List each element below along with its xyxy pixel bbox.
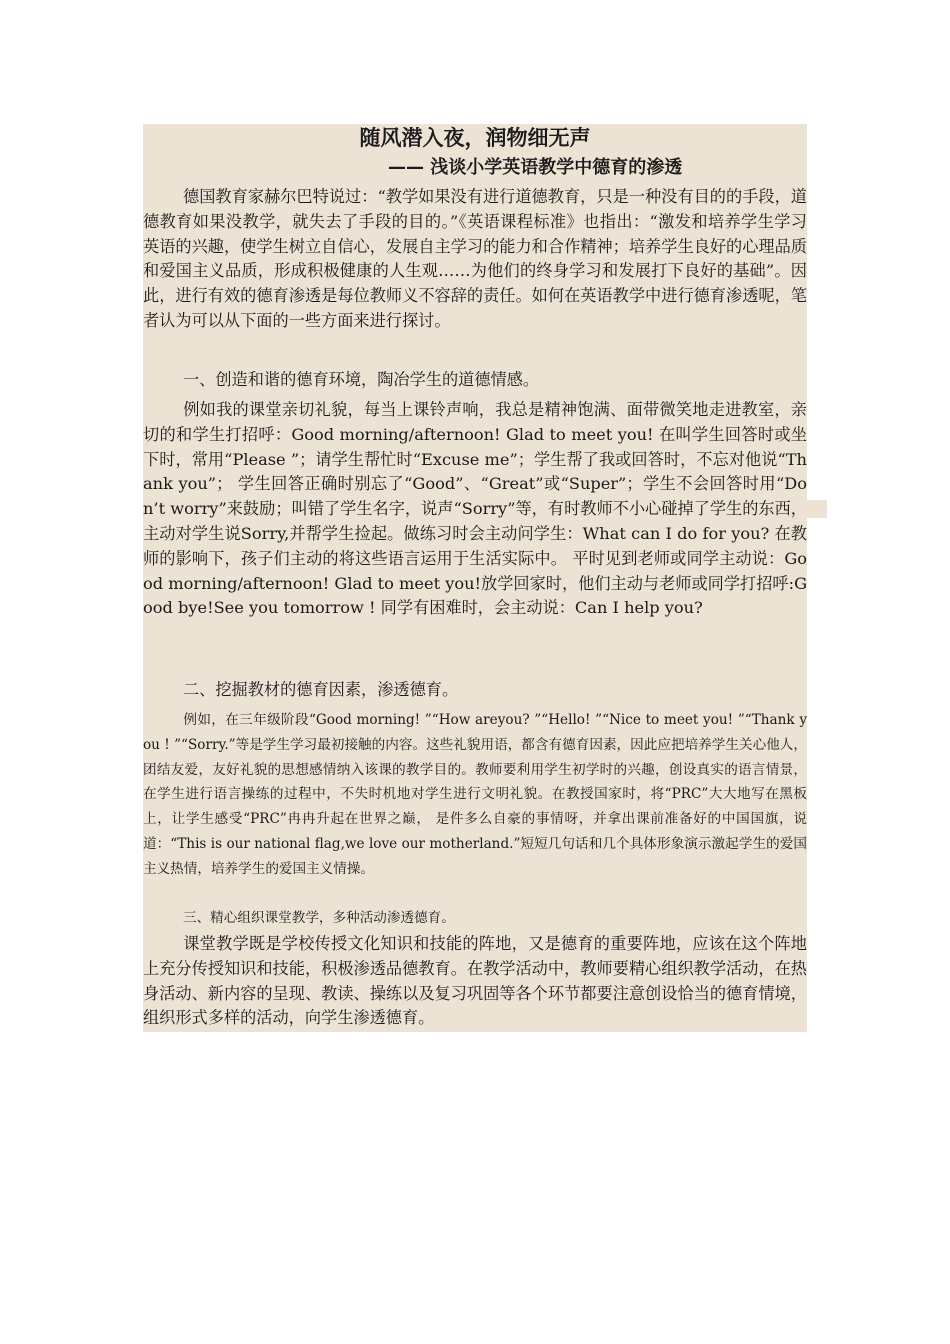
section3-heading: 三、精心组织课堂教学，多种活动渗透德育。	[183, 910, 455, 926]
highlight-overflow	[807, 500, 827, 518]
section2-text: 例如，在三年级阶段“Good morning! ”“How areyou? ”“Hello! ”“Nice to meet you! ”“Thank you ! ”“Sorry.”等是学生学习最初接触的内容。这些礼貌用语，都含有德育因素，因此应把培养学生关心他人，团结友爱，友好礼貌的思想感情纳入该课的教学目的。教师要利用学生初学时的兴趣，创设真实的语言情景，在学生进行语言操练的过程中，不失时机地对学生进行文明礼貌。在教授国家时，将“PRC”大大地写在黑板上，让学生感受“PRC”冉冉升起在世界之巅， 是件多么自豪的事情呀，并拿出课前准备好的中国国旗，说道：“This is our national flag,we love our motherland.”短短几句话和几个具体形象演示激起学生的爱国主义热情，培养学生的爱国主义情操。	[143, 712, 807, 877]
section1-text: 例如我的课堂亲切礼貌，每当上课铃声响，我总是精神饱满、面带微笑地走进教室，亲切的和学生打招呼：Good morning/afternoon! Glad to meet you! 在叫学生回答时或坐下时，常用“Please ”；请学生帮忙时“Excuse me”；学生帮了我或回答时，不忘对他说“Thank you”； 学生回答正确时别忘了“Good”、“Great”或“Super”；学生不会回答时用“Don’t worry”来鼓励；叫错了学生名字，说声“Sorry”等，有时教师不小心碰掉了学生的东西，主动对学生说Sorry,并帮学生捡起。做练习时会主动问学生：What can I do for you? 在教师的影响下，孩子们主动的将这些语言运用于生活实际中。 平时见到老师或同学主动说：Good morning/afternoon! Glad to meet you!放学回家时，他们主动与老师或同学打招呼:Good bye!See you tomorrow ! 同学有困难时，会主动说：Can I help you?	[143, 400, 807, 618]
section1-heading: 一、创造和谐的德育环境，陶冶学生的道德情感。	[183, 370, 540, 389]
section2-heading: 二、挖掘教材的德育因素，渗透德育。	[183, 680, 459, 699]
intro-paragraph	[143, 185, 807, 361]
document-subtitle: —— 浅谈小学英语教学中德育的渗透	[388, 157, 683, 178]
section3-paragraph	[143, 932, 807, 1032]
intro-text: 德国教育家赫尔巴特说过：“教学如果没有进行道德教育，只是一种没有目的的手段，道德教育如果没教学，就失去了手段的目的。”《英语课程标准》也指出：“激发和培养学生学习英语的兴趣，使学生树立自信心，发展自主学习的能力和合作精神；培养学生良好的心理品质和爱国主义品质，形成积极健康的人生观……为他们的终身学习和发展打下良好的基础”。因此，进行有效的德育渗透是每位教师义不容辞的责任。如何在英语教学中进行德育渗透呢，笔者认为可以从下面的一些方面来进行探讨。	[143, 187, 807, 330]
document-title: 随风潜入夜，润物细无声	[359, 126, 591, 150]
section3-text: 课堂教学既是学校传授文化知识和技能的阵地，又是德育的重要阵地，应该在这个阵地上充分传授知识和技能，积极渗透品德教育。在教学活动中，教师要精心组织教学活动，在热身活动、新内容的呈现、教读、操练以及复习巩固等各个环节都要注意创设恰当的德育情境，组织形式多样的活动，向学生渗透德育。	[143, 934, 807, 1028]
section1-paragraph	[143, 398, 807, 674]
section2-paragraph	[143, 708, 807, 908]
